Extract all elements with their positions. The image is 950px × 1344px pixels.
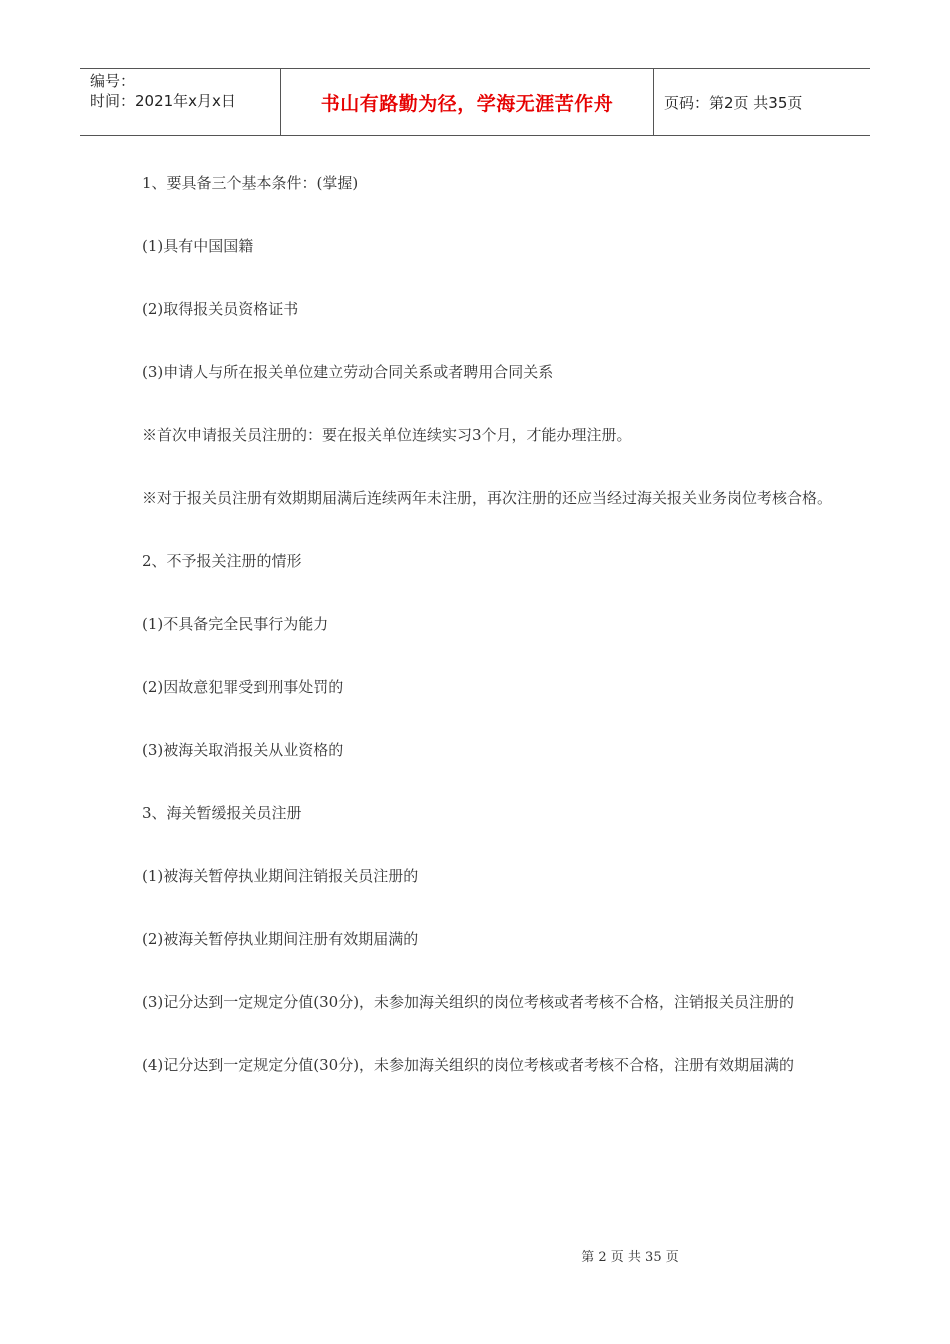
page-footer: 第 2 页 共 35 页 — [581, 1250, 679, 1265]
document-body — [109, 160, 837, 1088]
paragraph: (2)取得报关员资格证书 — [142, 300, 299, 318]
paragraph: (2)因故意犯罪受到刑事处罚的 — [142, 678, 344, 696]
paragraph: 1、要具备三个基本条件：(掌握) — [142, 174, 359, 192]
document-number-label: 编号： — [90, 72, 136, 90]
header-meta — [80, 69, 281, 135]
paragraph: (1)具有中国国籍 — [142, 237, 254, 255]
page-header — [80, 68, 870, 136]
header-motto: 书山有路勤为径，学海无涯苦作舟 — [281, 69, 654, 135]
paragraph: (3)记分达到一定规定分值(30分)，未参加海关组织的岗位考核或者考核不合格，注销报关员注册的 — [142, 993, 795, 1011]
paragraph: (2)被海关暂停执业期间注册有效期届满的 — [142, 930, 419, 948]
header-page-info: 页码：第2页 共35页 — [664, 93, 803, 112]
paragraph: (4)记分达到一定规定分值(30分)，未参加海关组织的岗位考核或者考核不合格，注册有效期届满的 — [142, 1056, 795, 1074]
paragraph: (3)被海关取消报关从业资格的 — [142, 741, 344, 759]
document-time-label: 时间：2021年x月x日 — [90, 92, 236, 110]
paragraph: ※首次申请报关员注册的：要在报关单位连续实习3个月，才能办理注册。 — [142, 426, 632, 444]
paragraph: ※对于报关员注册有效期期届满后连续两年未注册，再次注册的还应当经过海关报关业务岗位考核合格。 — [142, 489, 833, 507]
paragraph: (3)申请人与所在报关单位建立劳动合同关系或者聘用合同关系 — [142, 363, 554, 381]
paragraph: 2、不予报关注册的情形 — [142, 552, 302, 570]
paragraph: (1)不具备完全民事行为能力 — [142, 615, 329, 633]
paragraph: (1)被海关暂停执业期间注销报关员注册的 — [142, 867, 419, 885]
paragraph: 3、海关暂缓报关员注册 — [142, 804, 302, 822]
